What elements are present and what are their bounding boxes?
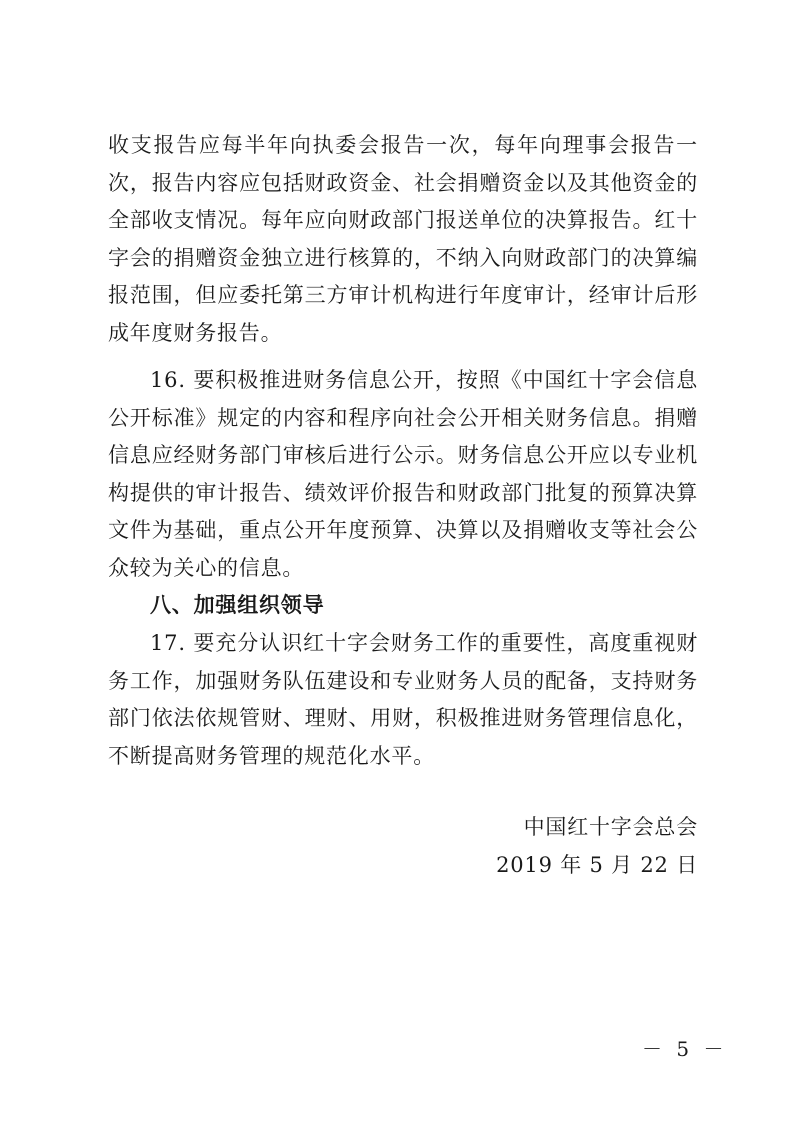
paragraph-17-organization: 17. 要充分认识红十字会财务工作的重要性，高度重视财务工作，加强财务队伍建设和专业财务人员的配备，支持财务部门依法依规管财、理财、用财，积极推进财务管理信息化，不断提高财务管理的规范化水平。 [108, 631, 698, 768]
section-heading-8: 八、加强组织领导 [150, 593, 325, 617]
signature-org: 中国红十字会总会 [523, 815, 698, 839]
signature-block [496, 808, 698, 884]
page-number: － 5 － [642, 1037, 728, 1061]
signature-date: 2019 年 5 月 22 日 [496, 853, 698, 877]
paragraph-financial-report: 收支报告应每半年向执委会报告一次，每年向理事会报告一次，报告内容应包括财政资金、社会捐赠资金以及其他资金的全部收支情况。每年应向财政部门报送单位的决算报告。红十字会的捐赠资金独立进行核算的，不纳入向财政部门的决算编报范围，但应委托第三方审计机构进行年度审计，经审计后形成年度财务报告。 [108, 133, 698, 345]
paragraph-16-info-disclosure: 16. 要积极推进财务信息公开，按照《中国红十字会信息公开标准》规定的内容和程序向社会公开相关财务信息。捐赠信息应经财务部门审核后进行公示。财务信息公开应以专业机构提供的审计报告、绩效评价报告和财政部门批复的预算决算文件为基础，重点公开年度预算、决算以及捐赠收支等社会公众较为关心的信息。 [108, 368, 698, 580]
